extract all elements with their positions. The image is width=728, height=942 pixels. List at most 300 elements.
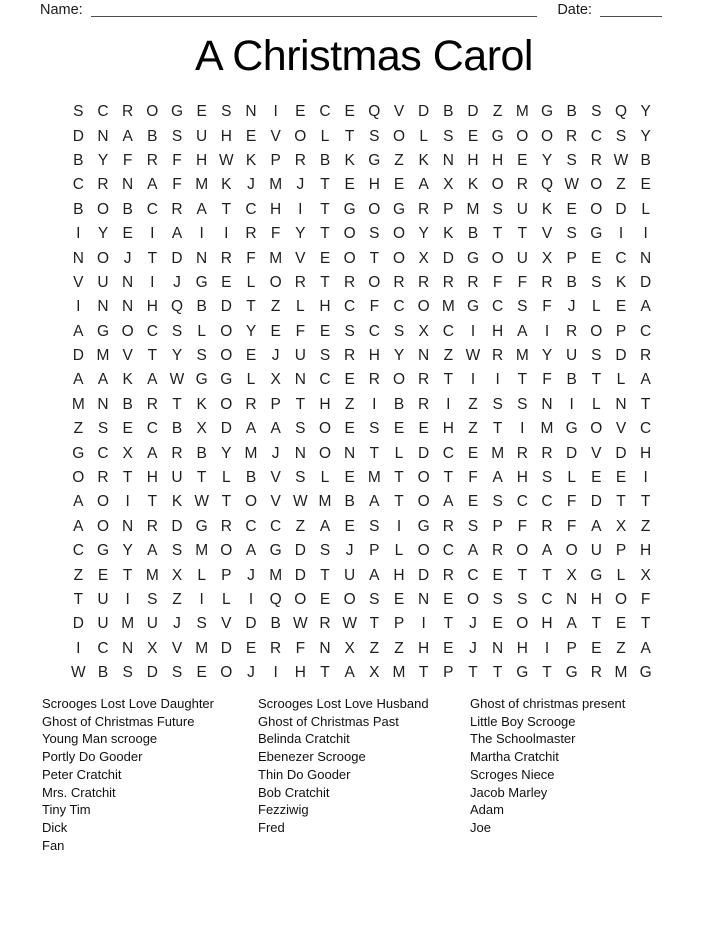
grid-cell: D — [72, 347, 84, 365]
grid-cell: O — [417, 469, 430, 487]
grid-cell: H — [196, 151, 208, 169]
grid-cell: X — [369, 664, 380, 682]
grid-cell: Z — [73, 420, 84, 438]
grid-cell: G — [565, 664, 578, 682]
grid-cell: I — [150, 225, 155, 243]
grid-cell: I — [248, 591, 254, 608]
grid-cell: H — [590, 591, 602, 608]
grid-cell: S — [517, 395, 528, 413]
grid-cell: K — [344, 151, 355, 169]
grid-cell: R — [590, 664, 602, 682]
grid-cell: S — [295, 469, 306, 487]
grid-cell: V — [270, 493, 281, 511]
grid-cell: W — [71, 664, 86, 682]
grid-cell: S — [73, 103, 84, 121]
grid-cell: D — [566, 444, 578, 462]
grid-cell: B — [73, 200, 84, 218]
grid-cell: F — [246, 249, 256, 267]
grid-cell: D — [171, 517, 183, 535]
grid-cell: T — [394, 469, 404, 487]
grid-cell: A — [171, 225, 183, 243]
grid-cell: I — [199, 225, 204, 243]
grid-cell: W — [219, 151, 234, 169]
grid-cell: R — [146, 395, 158, 413]
grid-cell: L — [616, 371, 626, 389]
grid-cell: R — [294, 151, 306, 169]
grid-cell: O — [220, 347, 233, 365]
grid-cell: R — [516, 176, 528, 194]
grid-cell: C — [245, 517, 257, 535]
grid-cell: K — [443, 225, 454, 243]
grid-cell: O — [318, 420, 332, 438]
grid-cell: F — [295, 322, 306, 340]
grid-cell: A — [270, 420, 281, 438]
grid-cell: N — [294, 444, 306, 462]
grid-cell: S — [615, 127, 627, 145]
grid-cell: R — [122, 103, 134, 121]
grid-cell: A — [344, 664, 355, 682]
grid-cell: D — [72, 127, 84, 145]
grid-cell: D — [245, 615, 257, 633]
grid-cell: R — [146, 151, 158, 169]
grid-cell: T — [517, 371, 528, 389]
grid-cell: Y — [640, 127, 651, 145]
grid-cell: S — [492, 395, 503, 413]
grid-cell: G — [195, 517, 208, 535]
grid-cell: E — [591, 469, 602, 487]
grid-cell: S — [369, 517, 380, 535]
grid-cell: R — [368, 371, 380, 389]
grid-cell: I — [224, 225, 229, 243]
grid-cell: R — [590, 151, 602, 169]
grid-cell: A — [73, 517, 84, 535]
grid-cell: A — [196, 200, 207, 218]
grid-cell: X — [122, 444, 133, 462]
grid-cell: T — [640, 493, 651, 511]
grid-cell: I — [76, 298, 81, 316]
grid-cell: Z — [270, 298, 281, 316]
grid-cell: T — [418, 664, 429, 682]
grid-cell: A — [245, 542, 257, 560]
grid-cell: S — [566, 151, 577, 169]
grid-cell: I — [544, 639, 550, 657]
word-list-column — [42, 695, 214, 854]
grid-cell: W — [342, 615, 357, 633]
grid-cell: O — [565, 542, 578, 560]
grid-cell: Y — [171, 347, 183, 365]
grid-cell: E — [245, 127, 257, 145]
grid-cell: M — [269, 249, 283, 267]
grid-cell: M — [515, 347, 529, 365]
grid-cell: K — [196, 395, 207, 413]
grid-cell: S — [171, 542, 183, 560]
grid-cell: A — [640, 371, 651, 389]
grid-cell: L — [296, 298, 305, 316]
grid-cell: T — [492, 225, 503, 243]
grid-cell: A — [122, 127, 133, 145]
grid-cell: T — [492, 664, 503, 682]
grid-cell: T — [295, 395, 306, 413]
grid-cell: F — [542, 371, 552, 389]
grid-cell: N — [541, 395, 553, 413]
grid-cell: G — [639, 664, 652, 682]
grid-cell: H — [418, 639, 430, 657]
grid-cell: E — [443, 639, 454, 657]
grid-cell: O — [294, 127, 307, 145]
grid-cell: O — [417, 542, 430, 560]
grid-cell: I — [544, 322, 550, 340]
grid-cell: G — [565, 420, 578, 438]
grid-cell: P — [566, 249, 577, 267]
grid-cell: E — [467, 444, 479, 462]
grid-cell: U — [516, 200, 528, 218]
word-list-item: Martha Cratchit — [470, 749, 559, 765]
word-list-column — [470, 695, 625, 837]
grid-cell: Z — [616, 176, 626, 194]
grid-cell: T — [320, 176, 330, 194]
grid-cell: H — [541, 615, 553, 633]
grid-cell: I — [520, 420, 525, 438]
grid-cell: R — [220, 249, 232, 267]
grid-cell: I — [273, 664, 278, 682]
grid-cell: Z — [172, 591, 182, 608]
grid-cell: I — [421, 615, 426, 633]
grid-cell: D — [615, 200, 627, 218]
grid-cell: A — [369, 493, 380, 511]
grid-cell: N — [442, 151, 454, 169]
grid-cell: E — [270, 322, 281, 340]
grid-cell: T — [73, 591, 84, 608]
grid-cell: S — [295, 420, 306, 438]
grid-cell: O — [392, 249, 406, 267]
grid-cell: H — [516, 469, 528, 487]
grid-cell: S — [591, 103, 602, 121]
grid-cell: E — [393, 420, 405, 438]
grid-cell: C — [516, 493, 528, 511]
grid-cell: R — [541, 517, 553, 535]
grid-cell: I — [150, 273, 155, 291]
grid-cell: A — [245, 420, 257, 438]
grid-cell: G — [72, 444, 85, 462]
grid-cell: O — [368, 273, 381, 291]
grid-cell: P — [443, 664, 454, 682]
grid-cell: X — [566, 566, 577, 584]
grid-cell: S — [591, 273, 602, 291]
grid-cell: Y — [640, 103, 651, 121]
grid-cell: D — [146, 664, 158, 682]
grid-cell: O — [343, 225, 356, 243]
word-list-item: Peter Cratchit — [42, 766, 122, 782]
grid-cell: M — [121, 615, 135, 633]
grid-cell: U — [566, 347, 578, 365]
grid-cell: Z — [616, 639, 626, 657]
grid-cell: E — [517, 151, 528, 169]
grid-cell: C — [615, 249, 627, 267]
grid-cell: O — [220, 322, 233, 340]
grid-cell: T — [147, 347, 158, 365]
word-search-grid — [66, 100, 658, 685]
grid-cell: D — [590, 493, 602, 511]
grid-cell: T — [221, 200, 232, 218]
grid-cell: C — [492, 298, 504, 316]
grid-cell: R — [442, 273, 454, 291]
grid-cell: T — [517, 225, 528, 243]
grid-cell: M — [441, 298, 455, 316]
grid-cell: M — [244, 444, 258, 462]
grid-cell: M — [491, 444, 505, 462]
grid-cell: Y — [122, 542, 133, 560]
grid-cell: X — [270, 371, 281, 389]
grid-cell: H — [492, 322, 504, 340]
grid-cell: T — [394, 493, 404, 511]
grid-cell: Z — [369, 639, 380, 657]
grid-cell: S — [369, 127, 380, 145]
grid-cell: R — [220, 517, 232, 535]
grid-cell: O — [516, 127, 529, 145]
grid-cell: R — [541, 273, 553, 291]
grid-cell: B — [640, 151, 651, 169]
grid-cell: T — [369, 249, 380, 267]
grid-cell: S — [517, 298, 528, 316]
grid-cell: D — [615, 444, 627, 462]
word-list-item: Little Boy Scrooge — [470, 713, 576, 729]
grid-cell: B — [443, 103, 454, 121]
grid-cell: M — [367, 469, 381, 487]
grid-cell: F — [295, 639, 306, 657]
grid-cell: B — [196, 298, 207, 316]
grid-cell: R — [418, 395, 430, 413]
grid-cell: Z — [492, 103, 503, 121]
grid-cell: X — [147, 639, 158, 657]
grid-cell: R — [516, 444, 528, 462]
grid-cell: A — [147, 176, 158, 194]
grid-cell: P — [221, 566, 232, 584]
word-list-item: Tiny Tim — [42, 802, 91, 818]
grid-cell: D — [294, 566, 306, 584]
grid-cell: B — [566, 273, 577, 291]
grid-cell: A — [443, 493, 454, 511]
grid-cell: G — [590, 566, 603, 584]
grid-cell: C — [270, 517, 282, 535]
grid-cell: T — [320, 273, 330, 291]
grid-cell: E — [196, 103, 207, 121]
grid-cell: T — [172, 395, 182, 413]
grid-cell: B — [147, 127, 158, 145]
grid-cell: O — [146, 103, 159, 121]
grid-cell: O — [269, 273, 282, 291]
grid-cell: Q — [269, 591, 282, 608]
grid-cell: O — [220, 395, 233, 413]
grid-cell: L — [197, 566, 206, 584]
grid-cell: V — [270, 127, 281, 145]
grid-cell: O — [614, 591, 628, 608]
grid-cell: H — [270, 200, 282, 218]
grid-cell: Q — [540, 176, 554, 194]
grid-cell: S — [171, 322, 183, 340]
grid-cell: C — [640, 322, 652, 340]
grid-cell: N — [492, 639, 504, 657]
grid-cell: U — [196, 127, 208, 145]
grid-cell: B — [73, 151, 84, 169]
grid-cell: X — [171, 566, 183, 584]
grid-cell: F — [542, 298, 552, 316]
grid-cell: T — [542, 664, 552, 682]
grid-cell: O — [318, 444, 332, 462]
grid-cell: E — [591, 249, 602, 267]
grid-cell: D — [294, 542, 306, 560]
grid-cell: I — [470, 322, 476, 340]
grid-cell: Y — [295, 225, 306, 243]
grid-cell: G — [540, 103, 554, 121]
grid-cell: S — [171, 127, 183, 145]
grid-cell: G — [466, 249, 480, 267]
grid-cell: E — [344, 371, 355, 389]
grid-cell: W — [169, 371, 185, 389]
grid-cell: Z — [73, 566, 84, 584]
grid-cell: C — [97, 639, 109, 657]
grid-cell: C — [146, 322, 158, 340]
grid-cell: P — [492, 517, 503, 535]
grid-cell: J — [345, 542, 354, 560]
grid-cell: C — [146, 420, 158, 438]
grid-cell: L — [246, 371, 256, 389]
grid-cell: Y — [541, 347, 553, 365]
grid-cell: F — [270, 225, 281, 243]
word-list-item: Scroges Niece — [470, 766, 555, 782]
grid-cell: D — [220, 298, 232, 316]
grid-cell: C — [442, 444, 454, 462]
grid-cell: E — [640, 176, 651, 194]
grid-cell: E — [467, 493, 479, 511]
grid-cell: B — [566, 103, 577, 121]
grid-cell: N — [418, 347, 430, 365]
grid-cell: C — [442, 322, 454, 340]
grid-cell: D — [418, 444, 430, 462]
grid-cell: R — [171, 200, 183, 218]
grid-cell: E — [615, 298, 627, 316]
grid-cell: H — [492, 151, 504, 169]
grid-cell: H — [516, 639, 528, 657]
grid-cell: O — [417, 493, 430, 511]
grid-cell: T — [369, 615, 380, 633]
grid-cell: E — [319, 322, 331, 340]
grid-cell: V — [295, 249, 306, 267]
grid-cell: K — [541, 200, 553, 218]
grid-cell: V — [171, 639, 183, 657]
grid-cell: E — [418, 420, 429, 438]
grid-cell: W — [564, 176, 579, 194]
grid-cell: B — [171, 420, 183, 438]
grid-cell: K — [467, 176, 479, 194]
grid-cell: J — [469, 639, 477, 657]
grid-cell: Y — [97, 151, 109, 169]
grid-cell: T — [320, 566, 330, 584]
grid-cell: T — [320, 200, 330, 218]
grid-cell: J — [173, 615, 181, 633]
grid-cell: F — [492, 273, 503, 291]
grid-cell: M — [466, 200, 480, 218]
grid-cell: S — [319, 542, 331, 560]
grid-cell: Q — [368, 103, 381, 121]
grid-cell: R — [344, 273, 356, 291]
grid-cell: F — [566, 493, 577, 511]
grid-cell: L — [567, 469, 576, 487]
date-blank-line[interactable] — [600, 2, 662, 17]
grid-cell: T — [246, 298, 256, 316]
grid-cell: A — [640, 298, 651, 316]
grid-cell: A — [467, 542, 479, 560]
grid-cell: W — [293, 493, 308, 511]
grid-cell: C — [590, 127, 602, 145]
grid-cell: F — [172, 151, 182, 169]
grid-cell: B — [319, 151, 331, 169]
grid-cell: K — [221, 176, 232, 194]
grid-cell: W — [465, 347, 481, 365]
grid-cell: W — [293, 615, 308, 633]
grid-cell: O — [392, 225, 406, 243]
name-blank-line[interactable] — [91, 2, 538, 17]
grid-cell: G — [516, 664, 529, 682]
grid-cell: X — [640, 566, 651, 584]
grid-cell: S — [122, 664, 133, 682]
grid-cell: G — [491, 127, 504, 145]
grid-cell: L — [394, 444, 404, 462]
grid-cell: Y — [418, 225, 429, 243]
grid-cell: Z — [394, 639, 404, 657]
grid-cell: M — [318, 493, 332, 511]
grid-cell: I — [76, 639, 81, 657]
grid-cell: P — [443, 200, 454, 218]
grid-cell: L — [394, 542, 404, 560]
grid-cell: I — [569, 395, 574, 413]
grid-cell: N — [294, 371, 306, 389]
grid-cell: O — [466, 591, 480, 608]
grid-cell: G — [96, 322, 110, 340]
grid-cell: S — [369, 591, 380, 608]
grid-cell: N — [418, 591, 430, 608]
grid-cell: O — [491, 249, 504, 267]
grid-cell: R — [97, 469, 109, 487]
grid-cell: N — [122, 298, 134, 316]
grid-cell: N — [72, 249, 84, 267]
word-list-item: Thin Do Gooder — [258, 766, 351, 782]
grid-cell: P — [566, 639, 577, 657]
grid-cell: R — [393, 273, 405, 291]
grid-cell: U — [97, 273, 109, 291]
grid-cell: O — [121, 322, 134, 340]
word-list-item: Joe — [470, 819, 491, 835]
grid-cell: O — [590, 200, 603, 218]
grid-cell: Y — [97, 225, 109, 243]
word-list-item: Belinda Cratchit — [258, 731, 350, 747]
grid-cell: E — [591, 639, 602, 657]
word-list-item: Dick — [42, 819, 68, 835]
grid-cell: F — [122, 151, 133, 169]
grid-cell: H — [146, 469, 158, 487]
grid-cell: R — [171, 444, 183, 462]
grid-cell: A — [73, 371, 84, 389]
grid-cell: S — [196, 615, 207, 633]
grid-cell: P — [615, 542, 627, 560]
word-list-item: Portly Do Gooder — [42, 749, 143, 765]
grid-cell: U — [146, 615, 158, 633]
grid-cell: T — [196, 469, 207, 487]
grid-cell: D — [171, 249, 183, 267]
grid-cell: R — [245, 395, 257, 413]
grid-cell: M — [145, 566, 159, 584]
grid-cell: C — [344, 298, 356, 316]
word-list-item: Scrooges Lost Love Husband — [258, 696, 429, 711]
